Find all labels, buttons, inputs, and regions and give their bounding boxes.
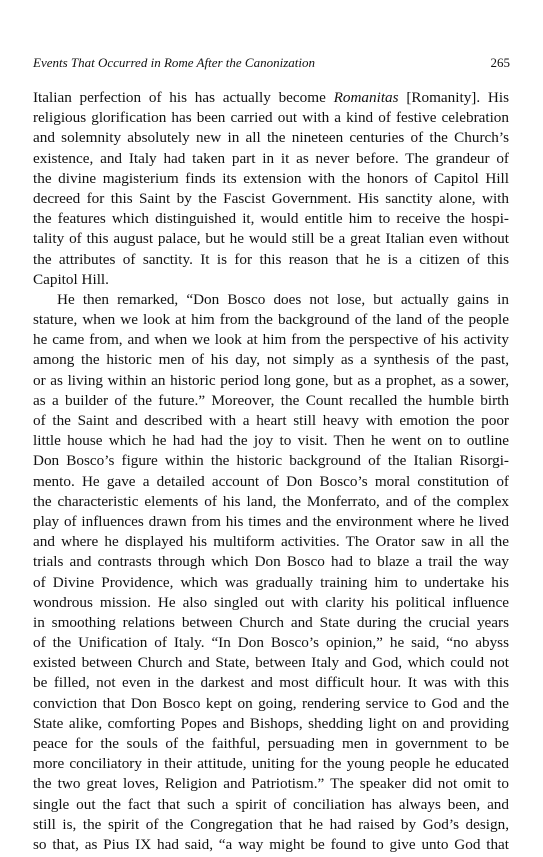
- text-line: conviction that Don Bosco kept on going, rendering service to God and the: [33, 694, 509, 712]
- text-line: and solemnity absolutely new in all the nineteen centuries of the Church’s: [33, 129, 509, 147]
- text-segment: [Romanity]. His: [398, 89, 509, 106]
- text-segment: Italian perfection of his has actually become: [33, 89, 334, 106]
- text-line: of the Saint and described with a heart still heavy with emotion the poor: [33, 412, 509, 429]
- text-line: existence, and Italy had taken part in it as never before. The grandeur of: [33, 149, 509, 167]
- running-head-title: Events That Occurred in Rome After the Canonization: [33, 55, 315, 70]
- text-line: play of influences drawn from his times and the environment where he lived: [33, 512, 509, 530]
- text-line: of the Unification of Italy. “In Don Bosco’s opinion,” he said, “no abyss: [33, 634, 509, 652]
- text-line: stature, when we look at him from the background of the land of the people: [33, 311, 509, 329]
- text-line: decreed for this Saint by the Fascist Government. His sanctity alone, with: [33, 189, 509, 207]
- text-line: Don Bosco’s figure within the historic background of the Italian Risorgi-: [33, 452, 509, 470]
- text-line: or as living within an historic period long gone, but as a prophet, as a sower,: [33, 371, 509, 389]
- text-line: trials and contrasts through which Don Bosco had to blaze a trail the way: [33, 553, 509, 571]
- paragraph: [33, 290, 509, 855]
- text-line: he came from, and when we look at him from the perspective of his activity: [33, 331, 509, 349]
- text-line: tality of this august palace, but he would still be a great Italian even without: [33, 230, 509, 248]
- text-line: the characteristic elements of his land, the Monferrato, and of the complex: [33, 492, 509, 510]
- text-line: as a builder of the future.” Moreover, the Count recalled the humble birth: [33, 391, 509, 409]
- text-line: in smoothing relations between Church and State during the crucial years: [33, 613, 509, 631]
- text-line: little house which he had had the joy to visit. Then he went on to outline: [33, 432, 509, 450]
- body-text: [33, 88, 509, 855]
- text-line: the two great loves, Religion and Patriotism.” The speaker did not omit to: [33, 775, 509, 793]
- text-line: wondrous mission. He also singled out with clarity his political influence: [33, 593, 509, 611]
- text-line: He then remarked, “Don Bosco does not lose, but actually gains in: [57, 290, 509, 308]
- text-line: among the historic men of his day, not simply as a synthesis of the past,: [33, 351, 509, 369]
- text-line: State alike, comforting Popes and Bishops, shedding light on and providing: [33, 714, 509, 732]
- text-line: the attributes of sanctity. It is for this reason that he is a citizen of this: [33, 250, 509, 268]
- text-line: the features which distinguished it, would entitle him to receive the hospi-: [33, 210, 509, 228]
- text-line: so that, as Pius IX had said, “a way might be found to give unto God that: [33, 835, 509, 853]
- italic-term: Romanitas: [333, 89, 399, 106]
- text-line: more conciliatory in their attitude, uniting for the young people he educated: [33, 755, 509, 773]
- text-line: mento. He gave a detailed account of Don Bosco’s moral constitution of: [33, 472, 509, 490]
- text-line: single out the fact that such a spirit of conciliation has always been, and: [33, 795, 509, 813]
- text-line: and where he displayed his multiform activities. The Orator saw in all the: [33, 533, 509, 551]
- text-line: be filled, not even in the darkest and most difficult hour. It was with this: [33, 674, 509, 692]
- paragraph: [33, 88, 509, 290]
- text-line: religious glorification has been carried out with a kind of festive celebration: [33, 109, 509, 127]
- text-line: still is, the spirit of the Congregation that he had raised by God’s design,: [33, 815, 509, 833]
- text-line: of Divine Providence, which was gradually training him to undertake his: [33, 573, 509, 591]
- text-line: existed between Church and State, between Italy and God, which could not: [33, 654, 509, 672]
- running-head: [33, 54, 510, 72]
- text-line: peace for the souls of the faithful, persuading men in government to be: [33, 735, 509, 752]
- page-number: 265: [490, 55, 510, 70]
- text-line: Capitol Hill.: [33, 270, 109, 288]
- text-line: the divine magisterium finds its extension with the honors of Capitol Hill: [33, 169, 509, 187]
- text-line: [33, 88, 509, 108]
